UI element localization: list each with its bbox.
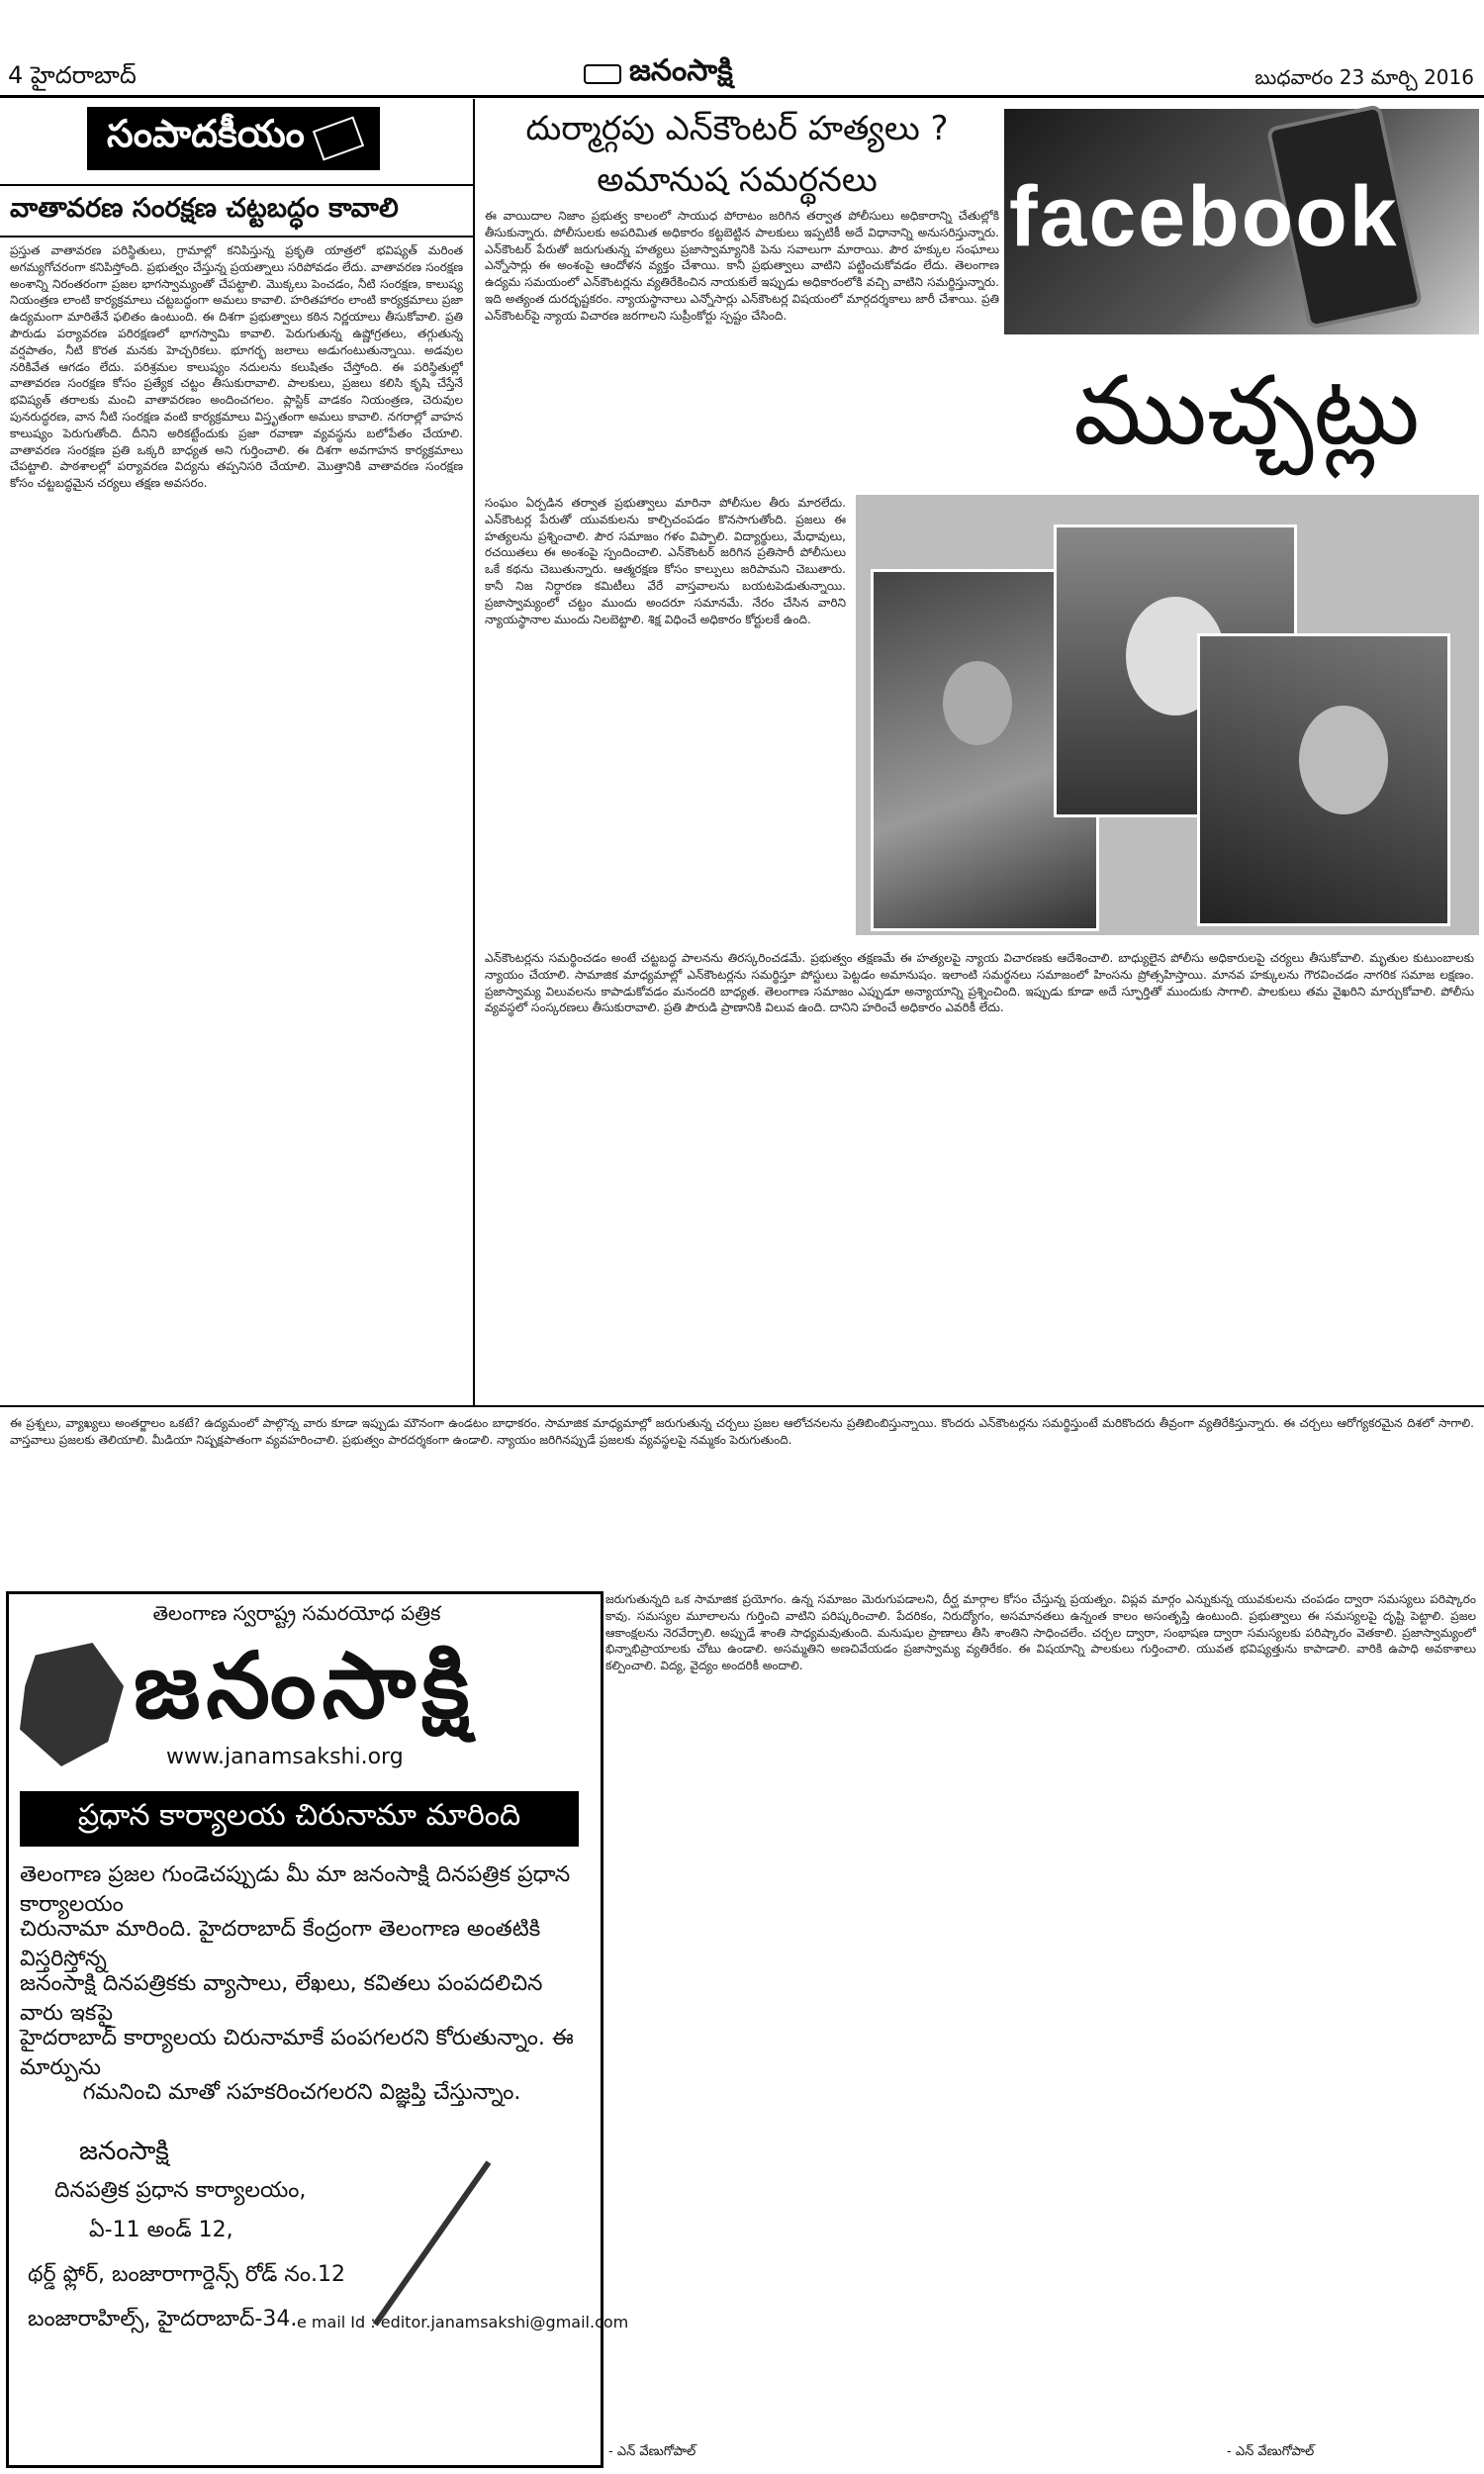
editorial-badge-label: సంపాదకీయం xyxy=(107,112,305,155)
header-rule xyxy=(0,95,1484,98)
editorial-rule-bottom xyxy=(0,236,473,238)
feature-title: ముచ్చట్లు xyxy=(1073,355,1420,466)
editorial-body xyxy=(10,242,463,1400)
face-shape xyxy=(1299,706,1388,814)
ad-line-1: తెలంగాణ ప్రజల గుండెచప్పుడు మీ మా జనంసాక్షి దినపత్రిక ప్రధాన కార్యాలయం xyxy=(20,1862,571,1917)
article-text-bottom: ఈ ప్రశ్నలు, వ్యాఖ్యలు అంతర్జాలం ఒకటే? ఉద్యమంలో పాల్గొన్న వారు కూడా ఇప్పుడు మౌనంగా ఉండటం బాధాకరం. సామాజిక మాధ్యమాల్లో జరుగుతున్న చర్చలు ప్రజల ఆలోచనలను ప్రతిబింబిస్తున్నాయి. కొందరు ఎన్‌కౌంటర్లను సమర్థిస్తుంటే మరికొందరు తీవ్రంగా వ్యతిరేకిస్తున్నారు. ఈ చర్చలు ఆరోగ్యకరమైన దిశలో సాగాలి. వాస్తవాలు ప్రజలకు తెలియాలి. మీడియా నిష్పక్షపాతంగా వ్యవహరించాలి. ప్రభుత్వం పారదర్శకంగా ఉండాలి. న్యాయం జరిగినప్పుడే ప్రజలకు వ్యవస్థలపై నమ్మకం పెరుగుతుంది. xyxy=(10,1416,1474,1447)
article-body-mid xyxy=(485,495,846,945)
editorial-headline: వాతావరణ సంరక్షణ చట్టబద్ధం కావాలి xyxy=(10,193,399,224)
ad-title: ప్రధాన కార్యాలయ చిరునామా మారింది xyxy=(20,1791,579,1847)
article-title xyxy=(465,103,1009,206)
article-text-right: జరుగుతున్నది ఒక సామాజిక ప్రయోగం. ఉన్న సమాజం మెరుగుపడాలని, దీర్ఘ మార్గాల కోసం చేస్తున్న ప్రయత్నం. విప్లవ మార్గం ఎన్నుకున్న యువకులను చంపడం ద్వారా సమస్యలు పరిష్కారం కావు. సమస్యల మూలాలను గుర్తించి వాటిని పరిష్కరించాలి. పేదరికం, నిరుద్యోగం, అసమానతలు ఉన్నంత కాలం అసంతృప్తి ఉంటుంది. ప్రభుత్వాలు ఈ సమస్యలపై దృష్టి పెట్టాలి. ప్రజల ఆకాంక్షలను నెరవేర్చాలి. అప్పుడే శాంతి సాధ్యమవుతుంది. మనుషుల ప్రాణాలు తీసి శాంతిని సాధించలేం. చర్చల ద్వారా, సంభాషణ ద్వారా సమస్యలకు పరిష్కారం వెతకాలి. ప్రజాస్వామ్యంలో భిన్నాభిప్రాయాలకు చోటు ఉండాలి. అసమ్మతిని అణచివేయడం ప్రజాస్వామ్య వ్యతిరేకం. ఈ విషయాన్ని పాలకులు గుర్తించాలి. యువత భవిష్యత్తును కాపాడాలి. వారికి ఉపాధి అవకాశాలు కల్పించాలి. విద్య, వైద్యం అందరికీ అందాలి. xyxy=(605,1592,1476,1673)
ad-address-office: దినపత్రిక ప్రధాన కార్యాలయం, xyxy=(54,2178,307,2203)
facebook-photo-text: facebook xyxy=(1009,169,1399,264)
pen-paper-icon xyxy=(313,116,364,160)
author-signature-right: - ఎన్ వేణుగోపాల్ xyxy=(1227,2444,1315,2459)
article-title-line2: అమానుష సమర్థనలు xyxy=(597,160,878,200)
ad-address-road: థర్డ్ ఫ్లోర్, బంజారాగార్డెన్స్ రోడ్ నం.12 xyxy=(28,2262,345,2287)
ad-line-5: గమనించి మాతో సహకరించగలరని విజ్ఞప్తి చేస్తున్నాం. xyxy=(82,2080,521,2105)
ad-address-city: బంజారాహిల్స్, హైదరాబాద్-34. xyxy=(28,2307,298,2331)
ad-line-3: జనంసాక్షి దినపత్రికకు వ్యాసాలు, లేఖలు, కవితలు పంపదలిచిన వారు ఇకపై xyxy=(20,1971,543,2026)
section-rule xyxy=(0,1405,1484,1407)
ad-line-4: హైదరాబాద్ కార్యాలయ చిరునామాకే పంపగలరని కోరుతున్నాం. ఈ మార్పును xyxy=(20,2026,574,2080)
masthead-title: జనంసాక్షి xyxy=(629,53,733,88)
photo-person-3 xyxy=(1197,633,1450,926)
page-number-city: 4 హైదరాబాద్ xyxy=(8,61,137,89)
ad-website: www.janamsakshi.org xyxy=(166,1745,404,1769)
ad-logo: జనంసాక్షి xyxy=(134,1633,476,1739)
ad-subtitle: తెలంగాణ స్వరాష్ట్ర సమరయోధ పత్రిక xyxy=(152,1601,441,1625)
face-shape xyxy=(943,661,1012,745)
article-text-mid: సంఘం ఏర్పడిన తర్వాత ప్రభుత్వాలు మారినా పోలీసుల తీరు మారలేదు. ఎన్‌కౌంటర్ల పేరుతో యువకులను కాల్చిచంపడం కొనసాగుతోంది. ప్రజలు ఈ హత్యలను ప్రశ్నించాలి. పౌర సమాజం గళం విప్పాలి. విద్యార్థులు, మేధావులు, రచయితలు ఈ అంశంపై స్పందించాలి. ఎన్‌కౌంటర్ జరిగిన ప్రతిసారీ పోలీసులు ఒకే కథను చెబుతున్నారు. ఆత్మరక్షణ కోసం కాల్పులు జరిపామని చెబుతారు. కానీ నిజ నిర్ధారణ కమిటీలు వేరే వాస్తవాలను బయటపెడుతున్నాయి. ప్రజాస్వామ్యంలో చట్టం ముందు అందరూ సమానమే. నేరం చేసిన వారిని న్యాయస్థానాల ముందు నిలబెట్టాలి. శిక్ష విధించే అధికారం కోర్టులకే ఉంది. xyxy=(485,496,846,626)
article-body-wide xyxy=(485,950,1474,1400)
article-text-top: ఈ వాయిదాల నిజాం ప్రభుత్వ కాలంలో సాయుధ పోరాటం జరిగిన తర్వాత పోలీసులు అధికారాన్ని చేతుల్లోకి తీసుకున్నారు. పోలీసులకు అపరిమిత అధికారం కట్టబెట్టిన పాలకులు ఇప్పటికీ అదే విధానాన్ని అనుసరిస్తున్నారు. ఎన్‌కౌంటర్ పేరుతో జరుగుతున్న హత్యలు ప్రజాస్వామ్యానికి పెను సవాలుగా మారాయి. పౌర హక్కుల సంఘాలు ఎన్నోసార్లు ఈ అంశంపై ఆందోళన వ్యక్తం చేశాయి. కానీ ప్రభుత్వాలు వాటిని పట్టించుకోవడం లేదు. తెలంగాణ ఉద్యమ సమయంలో ఎన్‌కౌంటర్లను వ్యతిరేకించిన నాయకులే ఇప్పుడు అధికారంలోకి వచ్చి వాటిని సమర్థిస్తున్నారు. ఇది అత్యంత దురదృష్టకరం. న్యాయస్థానాలు ఎన్నోసార్లు ఎన్‌కౌంటర్ల విషయంలో మార్గదర్శకాలు జారీ చేశాయి. ప్రతి ఎన్‌కౌంటర్‌పై న్యాయ విచారణ జరగాలని సుప్రీంకోర్టు స్పష్టం చేసింది. xyxy=(485,209,999,323)
page-date: బుధవారం 23 మార్చి 2016 xyxy=(1254,65,1474,89)
ad-line-2: చిరునామా మారింది. హైదరాబాద్ కేంద్రంగా తెలంగాణ అంతటికి విస్తరిస్తోన్న xyxy=(20,1917,541,1971)
article-body-right xyxy=(605,1591,1476,2432)
author-signature-left: - ఎన్ వేణుగోపాల్ xyxy=(608,2444,696,2459)
article-title-line1: దుర్మార్గపు ఎన్‌కౌంటర్ హత్యలు ? xyxy=(525,109,949,148)
ad-email: e mail Id : editor.janamsakshi@gmail.com xyxy=(297,2313,629,2331)
editorial-rule xyxy=(0,184,473,186)
column-divider xyxy=(473,99,475,1405)
article-body-bottom xyxy=(10,1415,1474,1583)
ad-address-name: జనంసాక్షి xyxy=(79,2137,169,2166)
masthead xyxy=(584,53,733,95)
pen-icon xyxy=(584,64,621,84)
editorial-text: ప్రస్తుత వాతావరణ పరిస్థితులు, గ్రామాల్లో కనిపిస్తున్న ప్రకృతి యాత్రలో భవిష్యత్ మరింత అగమ్యగోచరంగా కనిపిస్తోంది. ప్రభుత్వం చేస్తున్న ప్రయత్నాలు సరిపోవడం లేదు. వాతావరణ సంరక్షణ అంశాన్ని నిరంతరంగా ప్రజల భాగస్వామ్యంతో చేపట్టాలి. మొక్కలు పెంచడం, నీటి సంరక్షణ, కాలుష్య నియంత్రణ లాంటి కార్యక్రమాలు చట్టబద్ధంగా అమలు కావాలి. హరితహారం లాంటి కార్యక్రమాలు ప్రజా ఉద్యమంగా మారితేనే ఫలితం ఉంటుంది. ఈ దిశగా ప్రభుత్వాలు కఠిన నిర్ణయాలు తీసుకోవాలి. ప్రతి పౌరుడు పర్యావరణ పరిరక్షణలో భాగస్వామి కావాలి. పెరుగుతున్న ఉష్ణోగ్రతలు, తగ్గుతున్న వర్షపాతం, నీటి కొరత మనకు హెచ్చరికలు. భూగర్భ జలాలు అడుగంటుతున్నాయి. అడవుల నరికివేత ఆగడం లేదు. పరిశ్రమల కాలుష్యం నదులను కలుషితం చేస్తోంది. ఈ పరిస్థితుల్లో వాతావరణ సంరక్షణ కోసం ప్రత్యేక చట్టం తీసుకురావాలి. పాలకులు, ప్రజలు కలిసి కృషి చేస్తేనే భవిష్యత్ తరాలకు మంచి వాతావరణం అందించగలం. ప్లాస్టిక్ వాడకం నియంత్రణ, చెరువుల పునరుద్ధరణ, వాన నీటి సంరక్షణ వంటి కార్యక్రమాలు విస్తృతంగా అమలు కావాలి. నగరాల్లో వాహన కాలుష్యం పెరుగుతోంది. దీనిని అరికట్టేందుకు ప్రజా రవాణా వ్యవస్థను బలోపేతం చేయాలి. వాతావరణ సంరక్షణ ప్రతి ఒక్కరి బాధ్యత అని గుర్తించాలి. ఈ దిశగా అవగాహన కార్యక్రమాలు చేపట్టాలి. పాఠశాలల్లో పర్యావరణ విద్యను తప్పనిసరి చేయాలి. మొత్తానికి వాతావరణ సంరక్షణ కోసం చట్టబద్ధమైన చర్యలు తక్షణ అవసరం. xyxy=(10,243,463,491)
article-text-wide: ఎన్‌కౌంటర్లను సమర్థించడం అంటే చట్టబద్ధ పాలనను తిరస్కరించడమే. ప్రభుత్వం తక్షణమే ఈ హత్యలపై న్యాయ విచారణకు ఆదేశించాలి. బాధ్యులైన పోలీసు అధికారులపై చర్యలు తీసుకోవాలి. మృతుల కుటుంబాలకు న్యాయం చేయాలి. సామాజిక మాధ్యమాల్లో ఎన్‌కౌంటర్లను సమర్థిస్తూ పోస్టులు పెట్టడం అమానుషం. ఇలాంటి సమర్థనలు సమాజంలో హింసను ప్రోత్సహిస్తాయి. మానవ హక్కులను గౌరవించడం నాగరిక సమాజ లక్షణం. ప్రజాస్వామ్య విలువలను కాపాడుకోవడం మనందరి బాధ్యత. తెలంగాణ సమాజం ఎప్పుడూ అన్యాయాన్ని ప్రశ్నించింది. ఇప్పుడు కూడా అదే స్ఫూర్తితో ముందుకు సాగాలి. పాలకులు తమ వైఖరిని మార్చుకోవాలి. పోలీసు వ్యవస్థలో సంస్కరణలు తీసుకురావాలి. ప్రతి పౌరుడి ప్రాణానికి విలువ ఉంది. దానిని హరించే అధికారం ఎవరికీ లేదు. xyxy=(485,951,1474,1015)
ad-address-unit: ఏ-11 అండ్ 12, xyxy=(89,2218,233,2242)
article-body-top xyxy=(485,208,999,495)
editorial-badge xyxy=(87,107,380,170)
